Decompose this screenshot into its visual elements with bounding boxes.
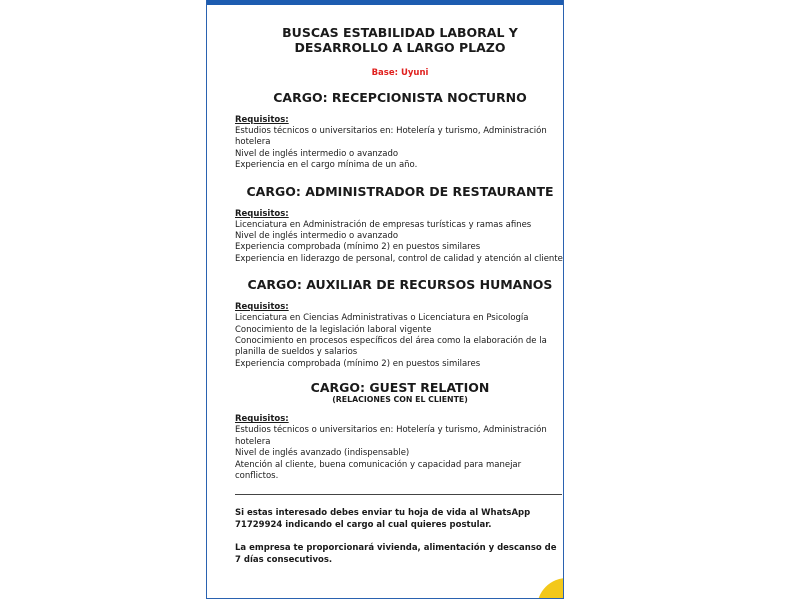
corner-decoration — [537, 578, 564, 599]
requirement-item: Nivel de inglés avanzado (indispensable) — [235, 448, 410, 459]
requirements-label: Requisitos: — [235, 208, 289, 219]
requirement-item: Conocimiento en procesos específicos del área como la elaboración de la planilla de sueldos y salarios — [235, 336, 547, 358]
requirement-item: Conocimiento de la legislación laboral vigente — [235, 324, 432, 335]
requirement-item: Estudios técnicos o universitarios en: Hotelería y turismo, Administración hotelera — [235, 126, 547, 148]
job-section — [235, 90, 564, 172]
requirement-item: Licenciatura en Ciencias Administrativas o Licenciatura en Psicología — [235, 313, 529, 324]
job-title: CARGO: ADMINISTRADOR DE RESTAURANTE — [246, 183, 554, 199]
job-subtitle: (RELACIONES CON EL CLIENTE) — [332, 395, 468, 405]
requirement-item: Nivel de inglés intermedio o avanzado — [235, 231, 399, 242]
requirement-item: Experiencia en liderazgo de personal, control de calidad y atención al cliente — [235, 253, 563, 264]
requirements-label: Requisitos: — [235, 414, 289, 425]
requirement-item: Experiencia en el cargo mínima de un año. — [235, 160, 418, 171]
job-title: CARGO: GUEST RELATION — [310, 380, 490, 396]
requirement-item: Licenciatura en Administración de empresas turísticas y ramas afines — [235, 219, 532, 230]
requirement-item: Experiencia comprobada (mínimo 2) en puestos similares — [235, 242, 481, 253]
job-title: CARGO: RECEPCIONISTA NOCTURNO — [273, 90, 527, 105]
job-title: CARGO: AUXILIAR DE RECURSOS HUMANOS — [247, 277, 553, 293]
requirement-item: Nivel de inglés intermedio o avanzado — [235, 148, 399, 159]
job-section — [235, 277, 564, 370]
requirement-item: Atención al cliente, buena comunicación y capacidad para manejar conflictos. — [235, 459, 522, 481]
job-flyer — [206, 0, 564, 599]
requirement-item: Experiencia comprobada (mínimo 2) en puestos similares — [235, 358, 481, 369]
requirements-label: Requisitos: — [235, 115, 289, 125]
section-divider — [235, 494, 562, 495]
top-accent-bar — [207, 0, 563, 5]
benefits-note: La empresa te proporcionará vivienda, alimentación y descanso de 7 días consecutivos. — [235, 543, 557, 565]
requirement-item: Estudios técnicos o universitarios en: Hotelería y turismo, Administración hotelera — [235, 425, 547, 447]
job-section — [235, 380, 564, 482]
flyer-content — [235, 25, 564, 566]
requirements-label: Requisitos: — [235, 302, 289, 313]
job-section — [235, 184, 564, 266]
flyer-headline: BUSCAS ESTABILIDAD LABORAL Y DESARROLLO A LARGO PLAZO — [282, 25, 518, 55]
base-location: Base: Uyuni — [371, 68, 429, 78]
apply-instructions: Si estas interesado debes enviar tu hoja de vida al WhatsApp 71729924 indicando el cargo al cual quieres postular. — [235, 508, 531, 530]
